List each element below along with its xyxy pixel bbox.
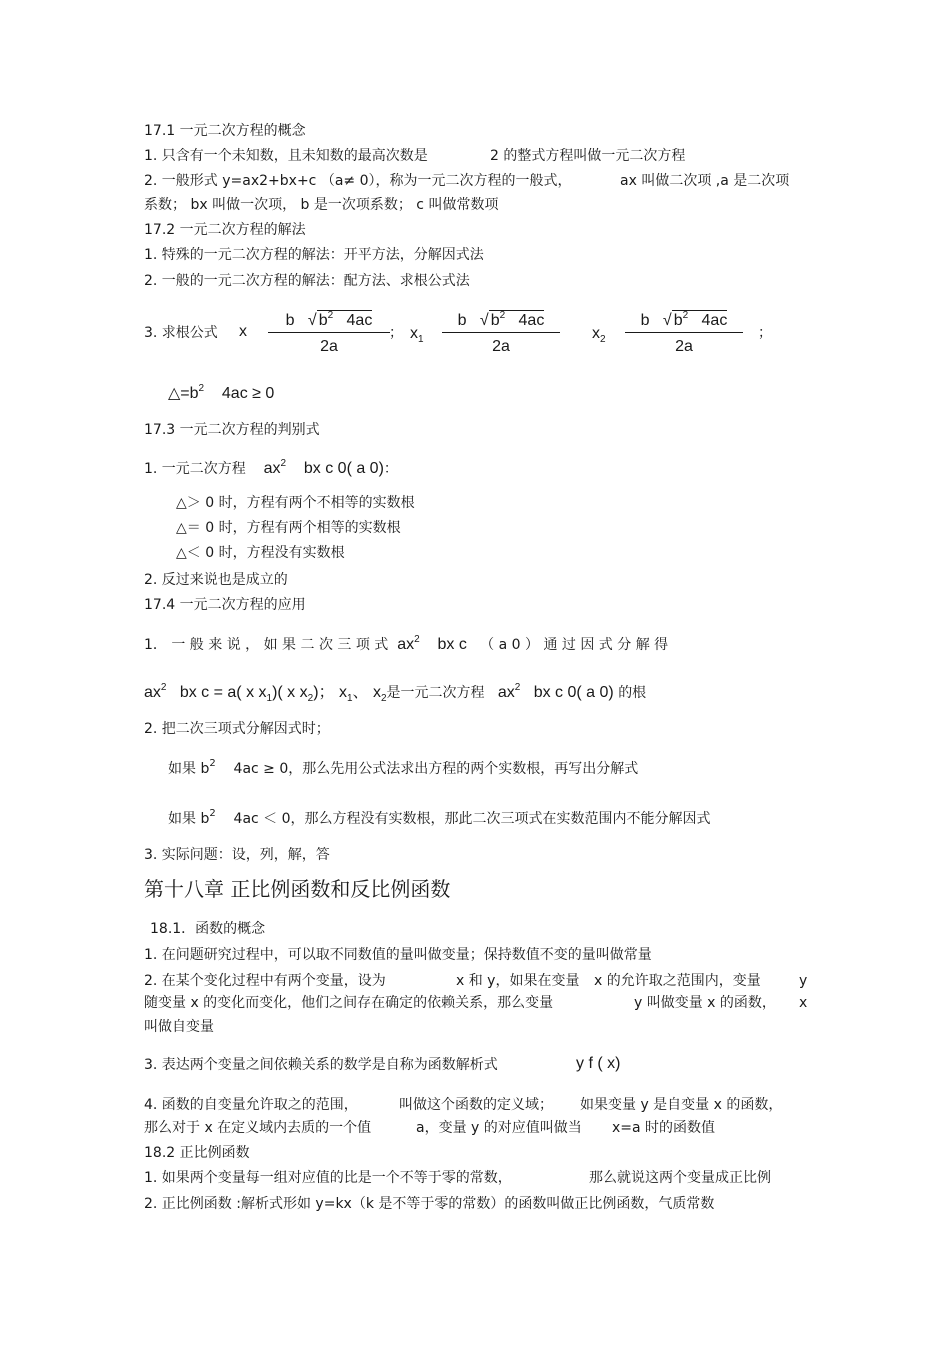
fraction-numerator: b √ $b^2$ 4ac <box>268 310 390 330</box>
paragraph-18-1-4-line2-b: a，变量 y 的对应值叫做当 <box>416 1120 582 1136</box>
paragraph-18-1-2-line2: 随变量 x 的变化而变化，他们之间存在确定的依赖关系，那么变量 <box>144 995 554 1011</box>
paragraph-17-2-1: 1. 特殊的一元二次方程的解法：开平方法，分解因式法 <box>144 247 484 263</box>
paragraph-18-1-2: 2. 在某个变化过程中有两个变量，设为 <box>144 973 386 989</box>
paragraph-17-1-2-line2: 系数； bx 叫做一次项， b 是一次项系数； c 叫做常数项 <box>144 197 499 213</box>
formula-x1: $x_1$ <box>410 325 424 345</box>
paragraph-17-2-2: 2. 一般的一元二次方程的解法：配方法、求根公式法 <box>144 273 470 289</box>
paragraph-18-1-3: 3. 表达两个变量之间依赖关系的数学是自称为函数解析式 <box>144 1057 498 1073</box>
paragraph-18-1-4-c: 如果变量 y 是自变量 x 的函数， <box>580 1097 783 1113</box>
paragraph-17-1-1: 1. 只含有一个未知数，且未知数的最高次数是 <box>144 148 428 164</box>
paragraph-17-1-1-cont: 2 的整式方程叫做一元二次方程 <box>490 148 686 164</box>
section-title-18-1: 18.1．函数的概念 <box>150 921 266 937</box>
function-notation: y f ( x) <box>576 1055 621 1072</box>
section-title-17-1: 17.1 一元二次方程的概念 <box>144 123 306 139</box>
root-formula-fraction-x2 <box>625 310 743 357</box>
paragraph-18-2-1-b: 那么就说这两个变量成正比例 <box>589 1170 771 1186</box>
root-formula-fraction <box>268 310 390 357</box>
case-positive: △＞ 0 时，方程有两个不相等的实数根 <box>176 495 415 511</box>
paragraph-17-3-1: 1. 一元二次方程 $ax^2$ bx c 0( a 0)： <box>144 458 398 477</box>
paragraph-18-1-4: 4. 函数的自变量允许取之的范围， <box>144 1097 358 1113</box>
section-title-17-4: 17.4 一元二次方程的应用 <box>144 597 306 613</box>
section-title-18-2: 18.2 正比例函数 <box>144 1145 250 1161</box>
case-negative: △＜ 0 时，方程没有实数根 <box>176 545 345 561</box>
paragraph-18-1-4-line2: 那么对于 x 在定义域内去质的一个值 <box>144 1120 372 1136</box>
paragraph-18-1-2-line3: 叫做自变量 <box>144 1019 214 1035</box>
separator: ； <box>389 325 403 341</box>
paragraph-18-1-2-c: x 的允许取之范围内，变量 <box>594 973 761 989</box>
condition-nonnegative: 如果 $b^2$ 4ac ≥ 0，那么先用公式法求出方程的两个实数根，再写出分解式 <box>168 758 639 777</box>
paragraph-17-1-2: 2. 一般形式 y=ax2+bx+c （a≠ 0），称为一元二次方程的一般式， <box>144 173 572 189</box>
paragraph-18-2-2: 2. 正比例函数 :解析式形如 y=kx（k 是不等于零的常数）的函数叫做正比例函数，气质常数 <box>144 1196 715 1212</box>
paragraph-18-1-2-line2-b: y 叫做变量 x 的函数， <box>634 995 776 1011</box>
root-formula-label: 3. 求根公式 <box>144 325 218 341</box>
paragraph-18-1-2-b: x 和 y，如果在变量 <box>456 973 580 989</box>
case-zero: △＝ 0 时，方程有两个相等的实数根 <box>176 520 401 536</box>
separator: ； <box>758 325 772 341</box>
section-title-17-3: 17.3 一元二次方程的判别式 <box>144 422 320 438</box>
section-title-17-2: 17.2 一元二次方程的解法 <box>144 222 306 238</box>
paragraph-17-4-2: 2. 把二次三项式分解因式时； <box>144 721 330 737</box>
paragraph-18-1-2-d: y <box>799 973 808 989</box>
paragraph-17-4-1: 1． 一 般 来 说 ， 如 果 二 次 三 项 式 $ax^2$ bx c （ a 0 ） 通 过 因 式 分 解 得 <box>144 634 669 653</box>
fraction-numerator: b √ $b^2$ 4ac <box>442 310 560 330</box>
formula-x: x <box>239 323 247 340</box>
paragraph-18-1-2-line2-c: x <box>799 995 808 1011</box>
formula-x2: $x_2$ <box>592 325 606 345</box>
paragraph-18-2-1: 1. 如果两个变量每一组对应值的比是一个不等于零的常数， <box>144 1170 512 1186</box>
root-formula-fraction-x1 <box>442 310 560 357</box>
factorization-formula: $ax^2$ bx c = a( x $x_1$)( x $x_2$)； $x_1$、 $x_2$是一元二次方程 $ax^2$ bx c 0( a 0) 的根 <box>144 682 647 704</box>
paragraph-18-1-1: 1. 在问题研究过程中，可以取不同数值的量叫做变量；保持数值不变的量叫做常量 <box>144 947 652 963</box>
paragraph-17-3-2: 2. 反过来说也是成立的 <box>144 572 288 588</box>
condition-negative: 如果 $b^2$ 4ac ＜ 0，那么方程没有实数根，那此二次三项式在实数范围内不能分解因式 <box>168 808 711 827</box>
paragraph-18-1-4-b: 叫做这个函数的定义域； <box>399 1097 553 1113</box>
discriminant-condition: $\triangle=b^2$ 4ac ≥ 0 <box>168 383 275 402</box>
chapter-title-18: 第十八章 正比例函数和反比例函数 <box>144 877 451 901</box>
paragraph-17-1-2-cont: ax 叫做二次项 ,a 是二次项 <box>620 173 790 189</box>
paragraph-17-4-3: 3. 实际问题：设，列，解，答 <box>144 847 330 863</box>
fraction-denominator: 2a <box>675 338 693 355</box>
fraction-numerator: b √ $b^2$ 4ac <box>625 310 743 330</box>
fraction-denominator: 2a <box>492 338 510 355</box>
fraction-denominator: 2a <box>320 338 338 355</box>
paragraph-18-1-4-line2-c: x=a 时的函数值 <box>612 1120 716 1136</box>
